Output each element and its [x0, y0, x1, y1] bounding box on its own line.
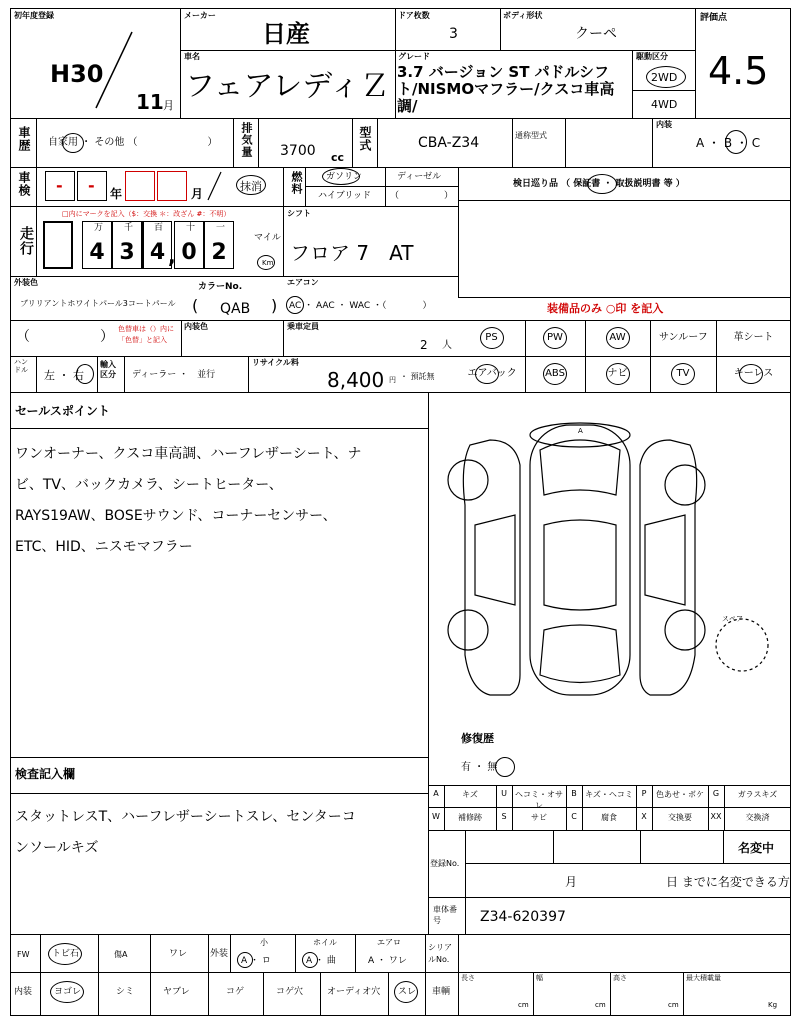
- history-value: 自家用 ・ その他 （ ）: [48, 137, 218, 148]
- first-reg-month-unit: 月: [163, 99, 174, 112]
- equipment-circle: [606, 327, 630, 349]
- legend-cell: 交換済: [745, 813, 770, 822]
- insp-dash-1: -: [56, 176, 63, 195]
- airbag-circle: [475, 364, 499, 384]
- equipment-circle: [543, 363, 567, 385]
- gasoline-circle: [322, 168, 363, 185]
- equipment-item: サンルーフ: [659, 332, 708, 343]
- inspection-line: スタットレスT、ハーフレザーシートスレ、センターコ: [15, 809, 356, 825]
- displacement-label: 排気量: [240, 122, 253, 158]
- wheel-circle: [302, 952, 318, 968]
- maker-label: メーカー: [184, 11, 216, 20]
- legend-divider: [496, 785, 497, 830]
- first-reg-month: 11: [136, 90, 164, 114]
- legend-cell: W: [432, 812, 440, 821]
- capacity-unit: 人: [442, 340, 452, 351]
- fuel-hybrid: ハイブリッド: [318, 191, 372, 201]
- score-label: 評価点: [700, 13, 728, 23]
- legend-cell: G: [712, 789, 720, 798]
- exterior-label: 外装色: [14, 278, 38, 287]
- model-label: 型式: [358, 126, 372, 152]
- legend-cell: A: [433, 789, 439, 798]
- legend-divider: [566, 785, 567, 830]
- naisou-label: 内装: [14, 987, 33, 997]
- equipment-item: PW: [547, 332, 563, 343]
- handle-value: 左 ・ 右: [44, 369, 84, 382]
- sales-title: セールスポイント: [15, 404, 110, 418]
- legend-cell: B: [571, 789, 577, 798]
- repair-value: 有 ・ 無: [461, 762, 498, 773]
- equipment-circle: [606, 363, 630, 385]
- length-unit: cm: [518, 1001, 529, 1009]
- weight-unit: Kg: [768, 1001, 778, 1009]
- legend-divider: [582, 785, 583, 830]
- recycle-value: 8,400: [327, 368, 385, 392]
- diagram-spare: スペア: [722, 615, 743, 623]
- wheel-vals: A ・ 曲: [306, 956, 336, 966]
- capacity-value: 2: [420, 338, 428, 352]
- size-label: 車輌: [432, 987, 451, 997]
- aircon-circle: [286, 296, 304, 314]
- warranty-circle: [587, 174, 617, 194]
- model-value: CBA-Z34: [418, 135, 480, 151]
- first-reg-label: 初年度登録: [14, 11, 54, 20]
- width-label: 幅: [536, 974, 543, 982]
- insp-box-3: [125, 171, 155, 201]
- legend-cell: ヘコミ・オサレ: [515, 790, 563, 810]
- import-value: ディーラー ・ 並行: [132, 370, 216, 380]
- color-change-paren: （ ）: [16, 329, 114, 345]
- equipment-item: AW: [609, 332, 626, 343]
- shift-value: フロア 7 AT: [290, 241, 414, 265]
- km-circle: [257, 255, 275, 270]
- odometer-digit: 4: [142, 221, 172, 269]
- fw-kizu: 傷A: [114, 950, 128, 959]
- grade-value: 3.7 バージョン ST パドルシフト/NISMOマフラー/クスコ車高調/: [397, 64, 615, 115]
- fw-label: FW: [17, 950, 30, 959]
- weight-label: 最大積載量: [686, 974, 721, 982]
- reg-day-text: 日 までに名変できる方: [666, 875, 790, 889]
- fuel-label: 燃料: [290, 171, 303, 195]
- legend-cell: 色あせ・ボケ: [656, 790, 704, 799]
- reg-month: 月: [565, 875, 578, 889]
- yogore-circle: [50, 981, 84, 1003]
- repair-circle: [495, 757, 515, 777]
- legend-divider: [724, 785, 725, 830]
- odometer-unit: 万: [94, 223, 104, 233]
- drive-2wd-circle: [646, 66, 686, 88]
- equipment-item: 革シート: [733, 332, 774, 343]
- slash-divider: [90, 30, 140, 110]
- recycle-deposit: ・ 預託無: [400, 372, 435, 381]
- fuel-hybrid-paren: （ ）: [390, 191, 454, 201]
- equipment-item: ナビ: [607, 368, 628, 379]
- legend-cell: P: [641, 789, 647, 798]
- equipment-circle: [671, 363, 695, 385]
- equipment-item: TV: [676, 368, 690, 379]
- sales-line: ワンオーナー、クスコ車高調、ハーフレザーシート、ナ: [15, 446, 362, 462]
- repair-label: 修復歴: [461, 732, 494, 745]
- vin-label: 車体番号: [433, 905, 457, 925]
- equipment-item: PS: [485, 332, 498, 343]
- handle-circle: [76, 364, 94, 384]
- insp-month-unit: 月: [191, 187, 204, 201]
- expired-circle: [236, 175, 266, 195]
- colorno-value: QAB: [220, 301, 251, 317]
- serial-label: シリアルNo.: [428, 943, 452, 964]
- import-label: 輸入区分: [100, 360, 116, 379]
- odometer-digit: 3: [112, 221, 142, 269]
- doors-value: 3: [449, 26, 458, 42]
- body-value: クーペ: [575, 26, 617, 42]
- sales-line: RAYS19AW、BOSEサウンド、コーナーセンサー、: [15, 508, 337, 524]
- interior-label: 内装: [656, 120, 672, 129]
- legend-cell: 腐食: [601, 813, 617, 822]
- width-unit: cm: [595, 1001, 606, 1009]
- handle-label: ハンドル: [14, 358, 28, 374]
- drive-label: 駆動区分: [636, 52, 668, 61]
- fuel-gasoline: ガソリン: [326, 172, 363, 182]
- keyless-circle: [739, 364, 763, 384]
- length-label: 長さ: [461, 974, 475, 982]
- small-label: 小: [260, 938, 268, 947]
- odometer-digit: 4: [82, 221, 112, 269]
- legend-divider: [444, 785, 445, 830]
- capacity-label: 乗車定員: [287, 322, 319, 331]
- height-label: 高さ: [613, 974, 627, 982]
- mileage-label: 走行: [18, 226, 34, 256]
- legend-cell: C: [571, 812, 577, 821]
- insp-slash: [205, 170, 225, 202]
- registration-label: 登録No.: [430, 859, 460, 868]
- legend-divider: [512, 785, 513, 830]
- aero-vals: A ・ ワレ: [368, 956, 407, 966]
- naisou-yogore: ヨゴレ: [54, 987, 82, 997]
- maker-value: 日産: [262, 20, 310, 48]
- odometer-digit: 2: [204, 221, 234, 269]
- insp-dash-2: -: [88, 176, 95, 195]
- name-change: 名変中: [738, 841, 775, 855]
- inspection-line: ンソールキズ: [15, 840, 99, 856]
- colorno-paren-l: (: [192, 296, 199, 315]
- car-name-label: 車名: [184, 52, 200, 61]
- aircon-value: AC ・ AAC ・ WAC ・（ ）: [289, 301, 432, 311]
- gaisou-label: 外装: [210, 949, 229, 959]
- odometer-unit: 一: [216, 223, 226, 233]
- inspection-label: 車検: [17, 171, 31, 197]
- naisou-yabure: ヤブレ: [163, 987, 190, 997]
- insp-expired: 抹消: [240, 180, 262, 193]
- naisou-audio: オーディオ穴: [327, 987, 381, 997]
- mileage-km: Km: [262, 259, 274, 267]
- doors-label: ドア枚数: [398, 11, 430, 20]
- sales-line: ビ、TV、バックカメラ、シートヒーター、: [15, 477, 283, 493]
- fw-ware: ワレ: [169, 949, 188, 959]
- legend-cell: XX: [710, 812, 722, 821]
- insp-box-4: [157, 171, 187, 201]
- naisou-shimi: シミ: [116, 987, 135, 997]
- mileage-mile: マイル: [254, 233, 281, 243]
- aircon-label: エアコン: [287, 278, 319, 287]
- cc-unit: cc: [331, 151, 345, 164]
- odometer-unit: 十: [186, 223, 196, 233]
- fuel-diesel: ディーゼル: [397, 172, 442, 182]
- common-label: 通称型式: [515, 131, 547, 140]
- score-value: 4.5: [708, 49, 769, 93]
- naisou-koge: コゲ: [226, 987, 245, 997]
- body-label: ボディ形状: [503, 11, 543, 20]
- car-diagram: [430, 405, 785, 705]
- legend-cell: X: [641, 812, 647, 821]
- legend-cell: U: [501, 789, 507, 798]
- displacement-value: 3700: [280, 143, 316, 159]
- equipment-circle: [480, 327, 504, 349]
- fw-tobiishi: トビ石: [52, 949, 80, 959]
- history-label: 車歴: [17, 126, 31, 152]
- odometer-digit: 0: [174, 221, 204, 269]
- odometer-unit: 百: [154, 223, 164, 233]
- color-change-note: 色替車は（）内に「色替」と記入: [118, 325, 174, 344]
- grade-label: グレード: [398, 52, 430, 61]
- tobiishi-circle: [48, 943, 82, 965]
- interior-circle: [725, 130, 747, 154]
- equipment-item: ABS: [545, 368, 565, 379]
- interior-color-label: 内装色: [184, 322, 208, 331]
- legend-cell: サビ: [531, 813, 547, 822]
- interior-grade: A ・ B ・ C: [696, 136, 761, 150]
- drive-4wd: 4WD: [651, 98, 678, 111]
- legend-cell: ガラスキズ: [737, 790, 778, 799]
- first-reg-year: H30: [50, 60, 104, 88]
- small-vals: A ・ ロ: [241, 956, 271, 966]
- legend-divider: [652, 785, 653, 830]
- mileage-note: □内にマークを記入（$：交換 ＊：改ざん #：不明）: [62, 210, 231, 218]
- equipment-item: エアバック: [467, 368, 517, 379]
- odometer-unit: 千: [124, 223, 134, 233]
- sure-circle: [394, 981, 418, 1003]
- inspection-title: 検査記入欄: [15, 767, 76, 781]
- recycle-label: リサイクル料: [252, 358, 299, 367]
- equipment-item: キーレス: [733, 368, 774, 379]
- equip-title: 装備品のみ ○印 を記入: [547, 302, 664, 315]
- accessories: 検日巡り品 （ 保証書 ・ 取扱説明書 等 ）: [513, 179, 685, 189]
- naisou-kogeana: コゲ穴: [276, 987, 304, 997]
- history-circle: [62, 133, 84, 153]
- odo-box-0: [43, 221, 73, 269]
- legend-cell: 交換要: [668, 813, 692, 822]
- equipment-circle: [543, 327, 567, 349]
- exterior-value: ブリリアントホワイトパール3コートパール: [20, 299, 176, 308]
- wheel-label: ホイル: [313, 938, 337, 947]
- vin-value: Z34-620397: [480, 909, 566, 925]
- legend-cell: キズ: [462, 790, 478, 799]
- height-unit: cm: [668, 1001, 679, 1009]
- diagram-front: A: [578, 427, 583, 435]
- naisou-sure: スレ: [398, 987, 417, 997]
- colorno-label: カラーNo.: [198, 282, 243, 292]
- drive-2wd: 2WD: [651, 71, 678, 84]
- sales-line: ETC、HID、ニスモマフラー: [15, 539, 193, 555]
- small-circle: [237, 952, 253, 968]
- shift-label: シフト: [287, 209, 311, 218]
- legend-cell: S: [501, 812, 507, 821]
- legend-cell: 補修跡: [458, 813, 482, 822]
- odometer-comma: ,: [168, 244, 176, 268]
- legend-cell: キズ・ヘコミ: [585, 790, 633, 799]
- insp-year-unit: 年: [110, 187, 123, 201]
- recycle-yen: 円: [389, 376, 396, 384]
- legend-divider: [636, 785, 637, 830]
- colorno-paren-r: ): [271, 296, 278, 315]
- aero-label: エアロ: [377, 938, 401, 947]
- car-name-value: フェアレディＺ: [185, 69, 390, 104]
- legend-divider: [708, 785, 709, 830]
